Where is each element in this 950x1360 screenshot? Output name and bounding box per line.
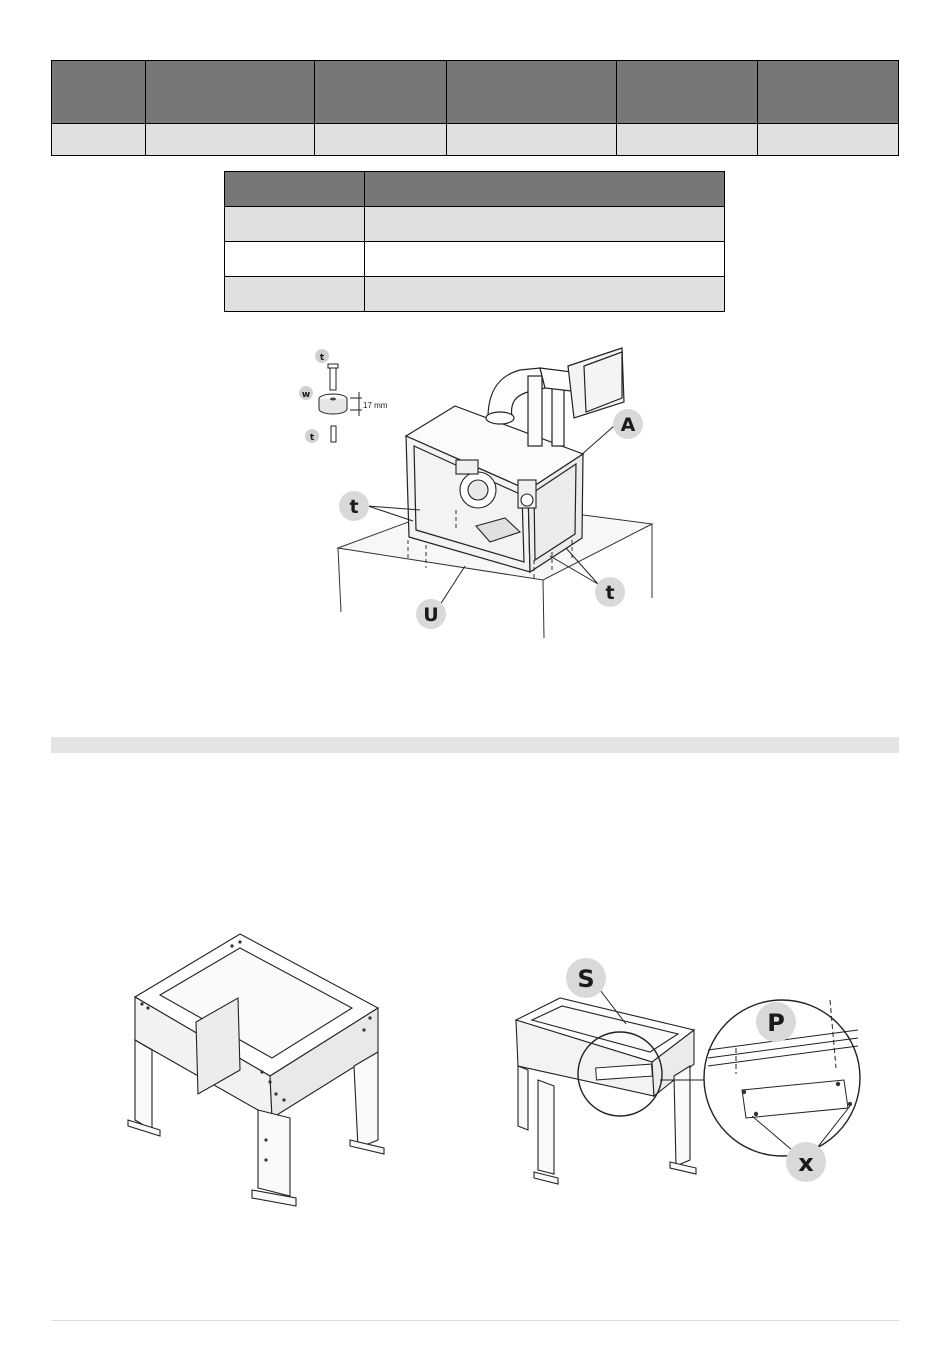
table-row: [225, 277, 725, 312]
svg-text:A: A: [620, 414, 636, 436]
callout-S: [566, 958, 606, 998]
svg-text:S: S: [577, 965, 595, 993]
callout-U: [416, 599, 446, 629]
section-header-bar: [51, 737, 899, 753]
table-row: [225, 242, 725, 277]
table-cell: [616, 124, 757, 156]
table-header-cell: [757, 61, 898, 124]
callout-t-left: [339, 491, 369, 521]
table-cell: [365, 277, 725, 312]
callout-A: [613, 409, 643, 439]
svg-text:w: w: [301, 390, 311, 400]
table-cell: [225, 242, 365, 277]
callout-t-right: [595, 577, 625, 607]
spec-table-top: [51, 60, 899, 156]
table-cell: [146, 124, 315, 156]
table-header-cell: [365, 172, 725, 207]
footer-divider: [51, 1320, 899, 1321]
table-header-row: [52, 61, 899, 124]
table-header-cell: [446, 61, 616, 124]
table-cell: [365, 242, 725, 277]
table-cell: [315, 124, 446, 156]
table-header-cell: [52, 61, 146, 124]
table-header-cell: [146, 61, 315, 124]
table-cell: [365, 207, 725, 242]
callout-P: [756, 1002, 796, 1042]
svg-text:t: t: [319, 353, 325, 363]
svg-text:t: t: [605, 582, 615, 604]
svg-text:17 mm: 17 mm: [363, 401, 388, 410]
boiler-installation-figure: [0, 330, 950, 650]
table-header-cell: [315, 61, 446, 124]
svg-text:t: t: [349, 496, 359, 518]
stand-panel-figure: [480, 950, 900, 1190]
table-header-cell: [225, 172, 365, 207]
table-cell: [52, 124, 146, 156]
fixing-detail-inset: [299, 349, 388, 443]
svg-text:t: t: [309, 433, 315, 443]
callout-x: [786, 1142, 826, 1182]
table-cell: [446, 124, 616, 156]
table-cell: [225, 277, 365, 312]
table-header-cell: [616, 61, 757, 124]
stand-frame-figure: [0, 925, 480, 1225]
table-row: [225, 207, 725, 242]
svg-text:P: P: [767, 1009, 785, 1037]
table-cell: [225, 207, 365, 242]
table-cell: [757, 124, 898, 156]
table-header-row: [225, 172, 725, 207]
table-row: [52, 124, 899, 156]
svg-text:x: x: [798, 1149, 814, 1177]
svg-text:U: U: [423, 604, 439, 626]
spec-table-small: [224, 171, 725, 312]
